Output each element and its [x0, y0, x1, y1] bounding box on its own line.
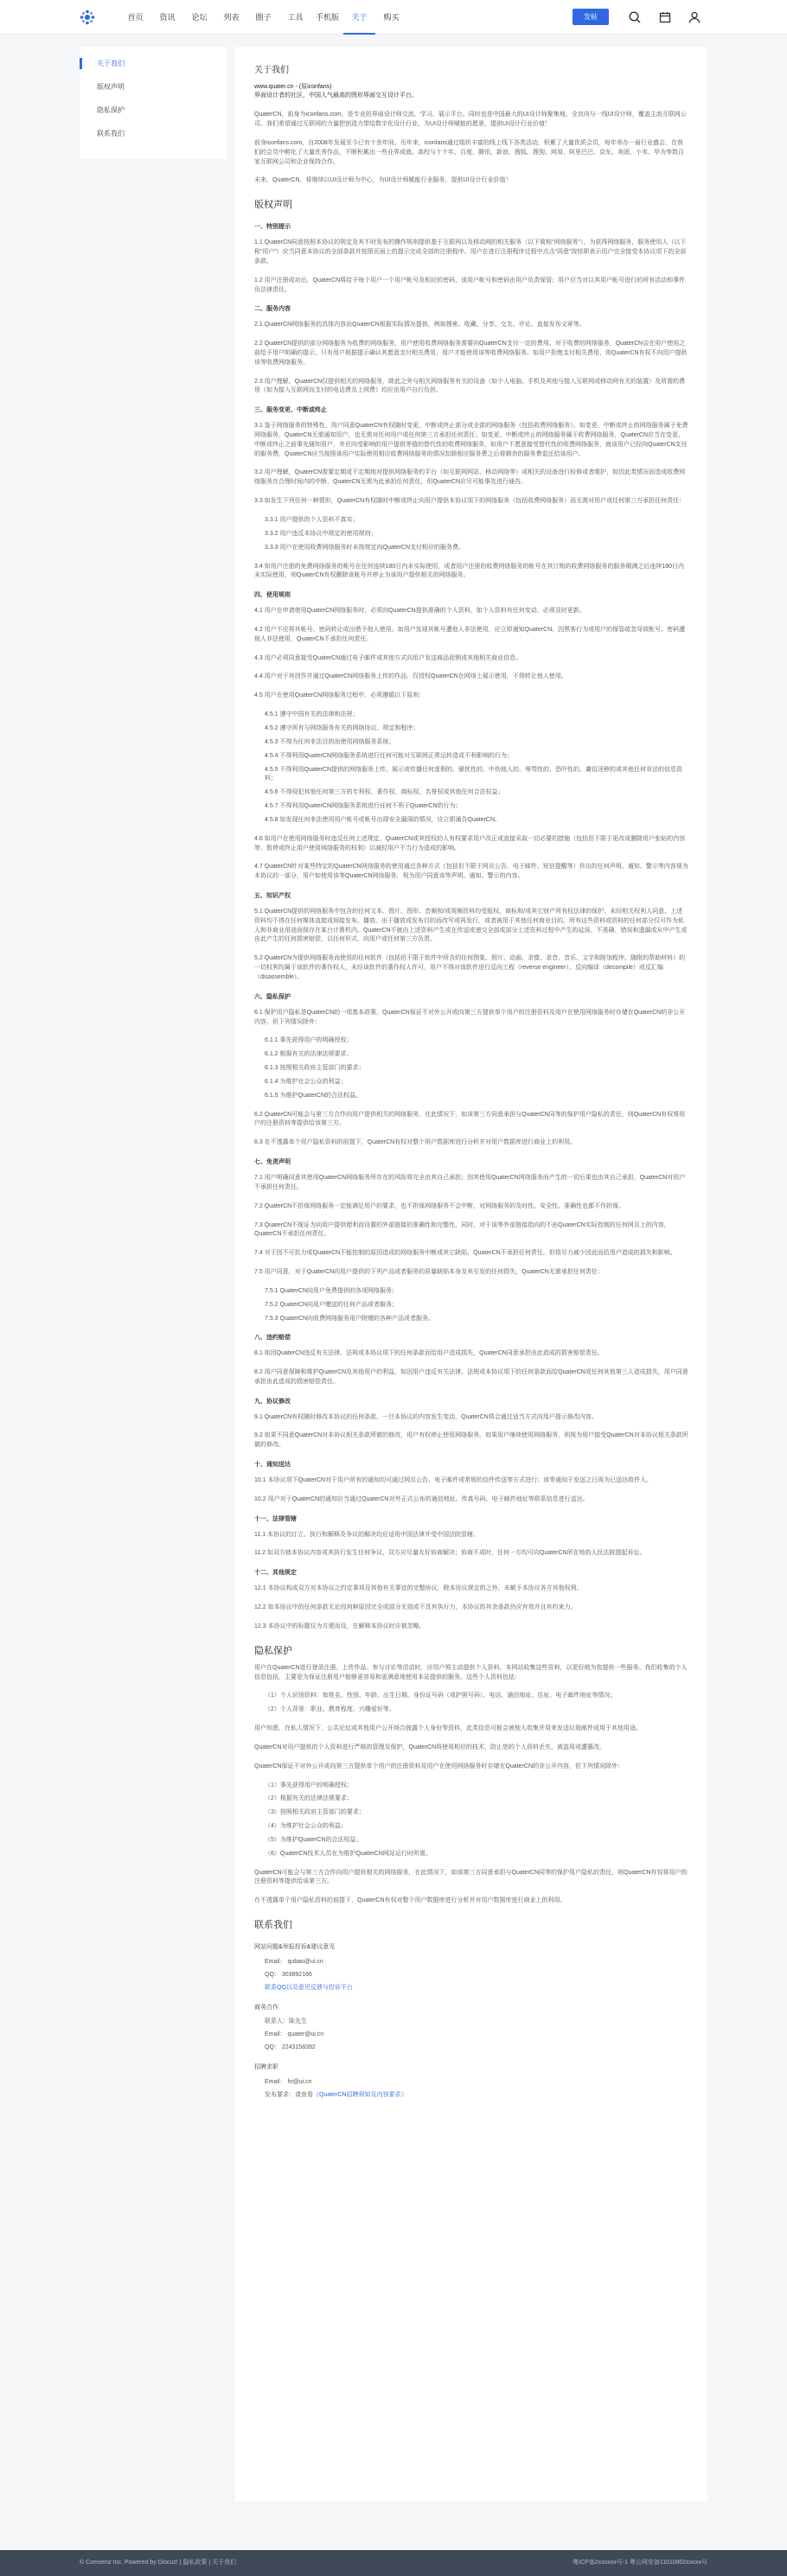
- contact-person: 联系人：陈先生: [265, 2018, 307, 2025]
- privacy-paragraph: 用户知悉，在私人情况下，公共论坛或其他用户公开场合披露个人身份等资料，此类信息可能会被他人收集并用来发送垃圾邮件或用于其他用途。: [254, 1725, 642, 1732]
- list-item: 4.5.2 遵守所有与网络服务有关的网络协议、规定和程序；: [265, 724, 419, 731]
- clause-text: 4.1 用户在申请使用QuaterCN网络服务时，必须向QuaterCN提供准确的个人资料，如个人资料有任何变动，必须及时更新。: [254, 608, 585, 615]
- clause-text: 4.2 用户不应将其帐号、密码转让或出借予他人使用。如用户发现其帐号遭他人非法使用，应立即通知QuaterCN。因黑客行为或用户的保管疏忽导致帐号、密码遭他人非法使用，QuaterCN不承担任何责任。: [254, 626, 686, 642]
- clause-text: 4.6 如用户在使用网络服务时违反任何上述规定，QuaterCN或其授权的人有权要求用户改正或直接采取一切必要的措施（包括但不限于更改或删除用户张贴的内容等、暂停或终止用户使用网络服务的权利）以减轻用户不当行为造成的影响。: [254, 835, 686, 851]
- list-item: 4.5.1 遵守中国有关的法律和法规；: [265, 711, 359, 718]
- nav-circle[interactable]: 圈子: [255, 13, 272, 22]
- list-item: 3.3.2 用户违反本协议中规定的使用规则；: [265, 530, 377, 537]
- clause-text: 6.2 QuaterCN可能会与第三方合作向用户提供相关的网络服务，在此情况下，如该第三方同意承担与QuaterCN同等的保护用户隐私的责任，则QuaterCN有权将用户的注册资料等提供给该第三方。: [254, 1111, 686, 1127]
- clause-heading: 十、通知送达: [254, 1462, 291, 1469]
- clause-text: 4.4 用户对于其创作并通过QuaterCN网络服务上传的作品，仅授权QuaterCN在网络上展示使用，不得转让他人使用。: [254, 673, 567, 680]
- privacy-paragraph: QuaterCN可能会与第三方合作向用户提供相关的网络服务，在此情况下，如该第三方同意承担与QuaterCN同等的保护用户隐私的责任，则QuaterCN有权将用户的注册资料等提供给该第三方。: [254, 1869, 688, 1885]
- list-item: 6.1.5 为维护QuaterCN的合法权益。: [265, 1092, 362, 1099]
- sidebar-item-privacy[interactable]: 隐私保护: [97, 106, 125, 114]
- clause-text: 3.2 用户理解，QuaterCN需要定期或不定期地对提供网络服务的平台（如互联网网站、移动网络等）或相关的设备进行检修或者维护，如因此类情况而造成收费网络服务在合理时间内的中断，QuaterCN无需为此承担任何责任，但QuaterCN应尽可能事先进行通告。: [254, 469, 686, 486]
- publish-button[interactable]: 发帖: [573, 9, 609, 25]
- list-item: （4）为维护社会公众的利益；: [265, 1823, 347, 1830]
- calendar-icon[interactable]: [658, 10, 672, 24]
- contact-group-title: 商务合作: [254, 2004, 278, 2011]
- clause-text: 5.2 QuaterCN为提供网络服务而使用的任何软件（包括但不限于软件中所含的任何图象、照片、动画、录像、录音、音乐、文字和附加程序、随附的帮助材料）的一切权利均属于该软件的著作权人，未经该软件的著作权人许可，用户不得对该软件进行反向工程（reverse engineer）、反向编译（decompile）或反汇编（disassemble）。: [254, 955, 686, 981]
- clause-text: 6.1 保护用户隐私是QuaterCN的一项基本政策，QuaterCN保证不对外公开或向第三方提供单个用户的注册资料及用户在使用网络服务时存储在QuaterCN的非公开内容，但下列情况除外：: [254, 1009, 686, 1025]
- main-content: [235, 47, 707, 2502]
- clause-text: 7.3 QuaterCN不保证为向用户提供便利而设置的外部链接的准确性和完整性，同时，对于该等外部链接指向的不由QuaterCN实际控制的任何网页上的内容，QuaterCN不承担任何责任。: [254, 1221, 670, 1238]
- footer-copyright: © Comsenz Inc. Powered by Discuz! | 隐私政策 | 关于我们: [80, 2560, 237, 2566]
- nav-forum[interactable]: 论坛: [191, 13, 208, 22]
- clause-text: 1.1 QuaterCN同意按照本协议的规定及其不时发布的操作规则提供基于互联网以及移动网的相关服务（以下简称“网络服务”），为获得网络服务，服务使用人（以下称“用户”）应当同意本协议的全部条款并按照页面上的提示完成全部的注册程序。用户在进行注册程序过程中点击“同意”按钮即表示用户完全接受本协议项下的全部条款。: [254, 239, 687, 265]
- nav-mobile[interactable]: 手机版: [315, 13, 339, 22]
- clause-heading: 三、服务变更、中断或终止: [254, 407, 327, 414]
- sidebar-item-copyright[interactable]: 版权声明: [97, 83, 125, 91]
- nav-tools[interactable]: 工具: [287, 13, 304, 22]
- list-item: 4.5.6 不得侵犯其他任何第三方的专利权、著作权、商标权、名誉权或其他任何合法权益；: [265, 789, 504, 796]
- clause-text: 2.1 QuaterCN网络服务的具体内容由QuaterCN根据实际情况提供，例如搜索、收藏、分享、交友、评论、直接发布文章等。: [254, 322, 585, 328]
- nav-about[interactable]: 关于: [343, 0, 375, 35]
- clause-heading: 八、违约赔偿: [254, 1335, 291, 1342]
- about-paragraph: 前身iconfans.com，自2008年发展至今已有十余年间。历年来，iconfans通过组织丰富的线上线下各类活动，积累了大量优质会员，每年举办一届行业盛会，在我们的会员中孵化了大量优秀作品，不断积累出一些业界成就。高校与十十年、百度、腾讯、新浪、搜狐、搜狗、网易、阿里巴巴、京东、美团、小米、华为等数百家互联网公司和企业保持合作。: [254, 139, 684, 165]
- list-item: （3）按照相关政府主管部门的要求；: [265, 1809, 365, 1816]
- clause-text: 2.2 QuaterCN提供的部分网络服务为收费的网络服务，用户使用收费网络服务需要向QuaterCN支付一定的费用。对于收费的网络服务，QuaterCN会在用户使用之前给予用户明确的提示，只有用户根据提示确认其愿意支付相关费用，用户才能使用该等收费网络服务。如用户拒绝支付相关费用，则QuaterCN有权不向用户提供该等收费网络服务。: [254, 341, 688, 366]
- clause-text: 7.5 用户同意，对于QuaterCN向用户提供的下列产品或者服务的质量缺陷本身及其引发的任何损失，QuaterCN无需承担任何责任：: [254, 1269, 604, 1276]
- clause-heading: 六、隐私保护: [254, 993, 291, 1000]
- clause-text: 4.5 用户在使用QuaterCN网络服务过程中，必须遵循以下原则：: [254, 692, 425, 699]
- clause-text: 9.2 如果不同意QuaterCN对本协议相关条款所做的修改，用户有权停止使用网络服务。如果用户继续使用网络服务，则视为用户接受QuaterCN对本协议相关条款所做的修改。: [254, 1432, 688, 1449]
- about-paragraph: 未来，QuaterCN，将继续以UI设计师为中心，为UI设计师赋能行业服务，提供UI设计行业价值！: [254, 177, 512, 184]
- clause-text: 1.2 用户注册成功后，QuaterCN将给予每个用户一个用户帐号及相应的密码，该用户帐号和密码由用户负责保管；用户应当对以其用户帐号进行的所有活动和事件负法律责任。: [254, 277, 686, 293]
- footer-icp: 粤ICP备2xxxxxx号-1 粤公网安备11010802xxxxx号: [573, 2560, 707, 2566]
- list-item: 4.5.8 如发现任何非法使用用户帐号或帐号出现安全漏洞的情况，应立即通告QuaterCN。: [265, 816, 502, 823]
- clause-text: 12.3 本协议中的标题仅为方便而设，在解释本协议时应被忽略。: [254, 1623, 425, 1629]
- recruit-link[interactable]: 《QuaterCN招聘须知及内容要求》: [313, 2091, 407, 2098]
- clause-heading: 九、协议修改: [254, 1398, 291, 1405]
- list-item: （5）为维护QuaterCN的合法权益；: [265, 1836, 362, 1843]
- contact-group-title: 招聘求职: [254, 2063, 278, 2070]
- clause-text: 4.7 QuaterCN针对某些特定的QuaterCN网络服务的使用通过各种方式（包括但不限于网页公告、电子邮件、短信提醒等）作出的任何声明、通知、警示等内容视为本协议的一部分，用户如使用该等QuaterCN网络服务，视为用户同意该等声明、通知、警示的内容。: [254, 864, 688, 880]
- clause-text: 6.3 在不透露单个用户隐私资料的前提下，QuaterCN有权对整个用户数据库进行分析并对用户数据库进行商业上的利用。: [254, 1139, 577, 1146]
- list-item: （1）个人识别资料：如姓名、性别、年龄、出生日期、身份证号码（或护照号码）、电话、通信地址、住址、电子邮件地址等情况；: [265, 1693, 617, 1699]
- clause-text: 10.2 用户对于QuaterCN的通知应当通过QuaterCN对外正式公布的通信地址、传真号码、电子邮件地址等联系信息进行送达。: [254, 1495, 589, 1502]
- clause-heading: 七、免责声明: [254, 1159, 291, 1166]
- clause-text: 3.3 如发生下列任何一种情形，QuaterCN有权随时中断或终止向用户提供本协议项下的网络服务（包括收费网络服务）而无需对用户或任何第三方承担任何责任：: [254, 498, 686, 505]
- contact-email: Email： quater@ui.cn: [265, 2031, 324, 2038]
- site-footer: [0, 2550, 787, 2576]
- clause-text: 7.2 QuaterCN不担保网络服务一定能满足用户的要求，也不担保网络服务不会中断，对网络服务的及时性、安全性、准确性也都不作担保。: [254, 1202, 625, 1209]
- privacy-paragraph: 在不透露单个用户隐私资料的前提下，QuaterCN有权对整个用户数据库进行分析并对用户数据库进行商业上的利用。: [254, 1897, 566, 1904]
- list-item: 3.3.3 用户在使用收费网络服务时未按规定向QuaterCN支付相应的服务费。: [265, 544, 465, 551]
- clause-text: 3.4 如用户注册的免费网络服务的帐号在任何连续180日内未实际使用，或者用户注册的收费网络服务的帐号在其订购的收费网络服务的服务期满之后连续180日内未实际使用，则QuaterCN有权删除该帐号并停止为该用户提供相关的网络服务。: [254, 563, 685, 579]
- list-item: 6.1.3 按照相关政府主管部门的要求；: [265, 1065, 365, 1072]
- clause-text: 8.1 如因QuaterCN违反有关法律、法规或本协议项下的任何条款而给用户造成损失，QuaterCN同意承担由此造成的损害赔偿责任。: [254, 1350, 604, 1357]
- list-item: 4.5.5 不得利用QuaterCN提供的网络服务上传、展示或传播任何虚假的、骚扰性的、中伤他人的、辱骂性的、恐吓性的、庸俗淫秽的或其他任何非法的信息资料；: [265, 766, 683, 782]
- site-logo-icon[interactable]: [80, 10, 95, 25]
- list-item: 4.5.3 不得为任何非法目的而使用网络服务系统；: [265, 738, 395, 745]
- list-item: 6.1.1 事先获得用户的明确授权；: [265, 1037, 353, 1044]
- list-item: （2）个人背景：职业、教育程度、兴趣爱好等。: [265, 1706, 395, 1713]
- clause-heading: 五、知识产权: [254, 893, 291, 900]
- about-paragraph: QuaterCN，前身为iconfans.com，是专业的界面设计师交流、学习、展示平台。同时也是中国最大的UI设计师聚集地，全良向与一线UI设计师，覆盖主流互联网公司。我们希望通过互联网的力量把创造力带给数字化设计行业，为UI设计师赋能的愿景，提供UI设计行业价值！: [254, 112, 687, 128]
- sidebar-item-about[interactable]: 关于我们: [80, 52, 227, 75]
- privacy-title: 隐私保护: [254, 1645, 292, 1656]
- clause-heading: 一、特别提示: [254, 224, 291, 231]
- clause-heading: 十二、其他规定: [254, 1570, 297, 1577]
- clause-heading: 二、服务内容: [254, 306, 291, 313]
- clause-text: 12.2 如本协议中的任何条款无论因何种原因完全或部分无效或不具有执行力，本协议的其余条款仍应有效并且有约束力。: [254, 1604, 577, 1610]
- search-icon[interactable]: [628, 10, 642, 24]
- list-item: （2）根据有关的法律法规要求；: [265, 1795, 353, 1802]
- clause-text: 10.1 本协议项下QuaterCN对于用户所有的通知均可通过网页公告、电子邮件或常规的信件传送等方式进行；该等通知于发送之日视为已送达收件人。: [254, 1477, 653, 1484]
- about-site: www.quater.cn - (原iconfans): [254, 83, 332, 90]
- recruit-requirement: [265, 2091, 688, 2101]
- clause-text: 7.4 对于因不可抗力或QuaterCN不能控制的原因造成的网络服务中断或其它缺陷，QuaterCN不承担任何责任，但将尽力减少因此而给用户造成的损失和影响。: [254, 1250, 676, 1257]
- nav-news[interactable]: 资讯: [159, 13, 176, 22]
- list-item: 7.5.3 QuaterCN向收费网络服务用户附赠的各种产品或者服务。: [265, 1315, 435, 1322]
- nav-home[interactable]: 首页: [127, 13, 144, 22]
- list-item: 7.5.2 QuaterCN向用户赠送的任何产品或者服务；: [265, 1301, 399, 1308]
- contact-qq: QQ： 2243158392: [265, 2044, 316, 2051]
- main-nav: [119, 0, 407, 35]
- list-item: 4.5.7 不得利用QuaterCN网络服务系统进行任何不利于QuaterCN的行为；: [265, 803, 462, 810]
- recruit-prefix: 发布要求：请查看: [265, 2091, 313, 2098]
- feedback-link[interactable]: 联系QQ以及意见反馈与投诉平台: [265, 1984, 353, 1991]
- privacy-paragraph: 用户在QuaterCN进行登录注册、上传作品、参与讨论等活动时，应用户须主动提供个人资料，本网站收集这些资料，以更好地为您提供一些服务。我们收集的个人信息包括，主要是为保证注册用户能够更容易和更满意地使用本站提供的服务。这些个人资料包括：: [254, 1664, 688, 1680]
- contact-qq: QQ： 303892166: [265, 1971, 312, 1978]
- clause-text: 9.1 QuaterCN有权随时修改本协议的任何条款，一旦本协议的内容发生变动，QuaterCN将会通过适当方式向用户提示修改内容。: [254, 1413, 598, 1420]
- privacy-paragraph: QuaterCN保证不对外公开或向第三方提供单个用户的注册资料及用户在使用网络服务时存储在QuaterCN的非公开内容，但下列情况除外：: [254, 1763, 624, 1769]
- clause-text: 11.1 本协议的订立、执行和解释及争议的解决均应适用中国法律并受中国法院管辖。: [254, 1531, 480, 1538]
- top-header: [0, 0, 787, 35]
- list-item: 6.1.4 为维护社会公众的利益；: [265, 1078, 347, 1085]
- list-item: （1）事先获得用户的明确授权；: [265, 1782, 353, 1789]
- user-icon[interactable]: [688, 10, 701, 24]
- list-item: 7.5.1 QuaterCN向用户免费提供的各项网络服务；: [265, 1287, 399, 1294]
- clause-text: 8.2 用户同意保障和维护QuaterCN及其他用户的利益，如因用户违反有关法律、法规或本协议项下的任何条款而给QuaterCN或任何其他第三人造成损失，用户同意承担由此造成的损害赔偿责任。: [254, 1369, 688, 1385]
- about-slogan: 界面设计者的社区，中国人气最高的图形界面交互设计平台。: [254, 92, 418, 99]
- clause-text: 11.2 如双方就本协议内容或其执行发生任何争议，双方应尽量友好协商解决；协商不成时，任何一方均可向QuaterCN所在地的人民法院提起诉讼。: [254, 1550, 646, 1557]
- privacy-paragraph: QuaterCN对用户提供的个人资料进行严格的管理及保护，QuaterCN将使用相应的技术，防止您的个人资料丢失、被盗用或遭篡改。: [254, 1744, 606, 1750]
- clause-text: 3.1 鉴于网络服务的特殊性，用户同意QuaterCN有权随时变更、中断或终止部分或全部的网络服务（包括收费网络服务）。如变更、中断或终止的网络服务属于免费网络服务，QuaterCN无需通知用户，也无需对任何用户或任何第三方承担任何责任；如变更、中断或终止的网络服务属于收费网络服务，QuaterCN应当在变更、中断或终止之前事先通知用户，并应向受影响的用户提供等值的替代性的收费网络服务，如用户不愿意接受替代性的收费网络服务，就该用户已经向QuaterCN支付的服务费，QuaterCN应当按照该用户实际使用相应收费网络服务的情况扣除相应服务费之后将剩余的服务费退还给该用户。: [254, 423, 688, 457]
- clause-text: 2.3 用户理解，QuaterCN仅提供相关的网络服务，除此之外与相关网络服务有关的设备（如个人电脑、手机及其他与接入互联网或移动网有关的装置）及所需的费用（如为接入互联网而支付的电话费及上网费）均应由用户自行负担。: [254, 378, 686, 394]
- clause-text: 12.1 本协议构成双方对本协议之约定事项及其他有关事宜的完整协议，除本协议规定的之外，未赋予本协议各方其他权利。: [254, 1585, 583, 1592]
- contact-email: Email： qubao@ui.cn: [265, 1959, 323, 1966]
- list-item: 3.3.1 用户提供的个人资料不真实；: [265, 517, 359, 524]
- clause-heading: 十一、法律管辖: [254, 1515, 297, 1522]
- clause-text: 5.1 QuaterCN提供的网络服务中包含的任何文本、图片、图形、音频和/或视频资料均受版权、商标和/或其它财产所有权法律的保护，未经相关权利人同意，上述资料均不得在任何媒体直接或间接发布、播放、出于播放或发布目的而改写或再发行，或者被用于其他任何商业目的。所有这些资料或资料的任何部分仅可作为私人和非商业用途而保存在某台计算机内。QuaterCN不就由上述资料产生或在传送或递交全部或部分上述资料过程中产生的延误、不准确、错误和遗漏或从中产生或由此产生的任何损害赔偿，以任何形式，向用户或任何第三方负责。: [254, 908, 688, 943]
- nav-list[interactable]: 列表: [223, 13, 240, 22]
- list-item: （6）QuaterCN技术人员在为维护QuaterCN网站运行时所需。: [265, 1850, 432, 1857]
- sidebar-item-contact[interactable]: 联系我们: [97, 130, 125, 137]
- clause-heading: 四、使用规则: [254, 592, 291, 599]
- contact-email: Email： hr@ui.cn: [265, 2078, 312, 2085]
- contact-title: 联系我们: [254, 1920, 292, 1931]
- nav-buy[interactable]: 购买: [383, 13, 400, 22]
- list-item: 6.1.2 根据有关的法律法规要求；: [265, 1051, 353, 1058]
- list-item: 4.5.4 不得利用QuaterCN网络服务系统进行任何可能对互联网正常运转造成不利影响的行为；: [265, 752, 514, 759]
- about-sidebar: [80, 47, 227, 159]
- contact-group-title: 网站问题&举报投诉&建议意见: [254, 1944, 336, 1951]
- clause-text: 4.3 用户必须同意接受QuaterCN通过电子邮件或其他方式向用户发送商品促销或其他相关商业信息。: [254, 654, 522, 661]
- clause-text: 7.1 用户明确同意其使用QuaterCN网络服务所存在的风险将完全由其自己承担；因其使用QuaterCN网络服务而产生的一切后果也由其自己承担，QuaterCN对用户不承担任何责任。: [254, 1174, 686, 1190]
- copyright-title: 版权声明: [254, 200, 292, 211]
- about-title: 关于我们: [254, 66, 289, 75]
